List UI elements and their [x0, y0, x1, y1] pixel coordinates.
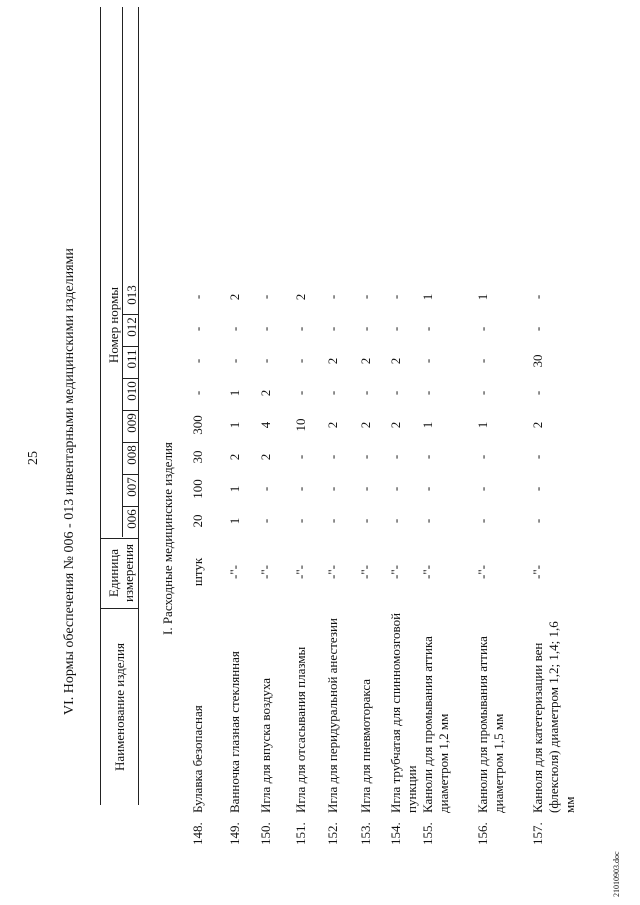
row-value: -	[190, 358, 205, 364]
row-value: -	[293, 454, 308, 460]
row-value: 2	[325, 421, 340, 429]
row-value: -	[475, 358, 490, 364]
row-value: -	[293, 390, 308, 396]
row-value: -	[227, 358, 242, 364]
row-item-name: Игла для отсасывания плазмы	[293, 646, 308, 813]
row-item-name: Игла для перидуральной анестезии	[325, 618, 340, 813]
row-value: -	[293, 358, 308, 364]
row-unit: -"-	[530, 565, 545, 579]
row-number: 148.	[190, 822, 205, 845]
row-number: 151.	[293, 822, 308, 845]
row-value: 1	[475, 421, 490, 429]
section-title: I. Расходные медицинские изделия	[160, 442, 175, 635]
row-value: -	[358, 454, 373, 460]
row-value: -	[388, 390, 403, 396]
row-value: -	[530, 326, 545, 332]
row-value: 4	[258, 421, 273, 429]
row-item-name: Канюли для промывания аттика диаметром 1,2 мм	[420, 636, 451, 813]
row-value: -	[325, 294, 340, 300]
row-value: -	[358, 486, 373, 492]
header-unit: Единица измерения	[106, 543, 136, 603]
row-value: -	[358, 326, 373, 332]
row-value: 1	[420, 421, 435, 429]
row-value: 1	[227, 389, 242, 397]
row-value: 2	[388, 357, 403, 365]
row-number: 157.	[530, 822, 545, 845]
row-value: 2	[388, 421, 403, 429]
row-number: 155.	[420, 822, 435, 845]
row-value: -	[293, 486, 308, 492]
row-value: -	[388, 454, 403, 460]
row-item-name: Канюли для промывания аттика диаметром 1,5 мм	[475, 636, 506, 813]
row-item-name: Игла для пневмоторакса	[358, 678, 373, 813]
row-unit: -"-	[358, 565, 373, 579]
row-value: -	[358, 294, 373, 300]
row-value: -	[190, 294, 205, 300]
footer-filename: 21010903.doc	[612, 851, 621, 897]
page-number: 25	[26, 451, 41, 465]
row-value: -	[293, 518, 308, 524]
row-value: 2	[530, 421, 545, 429]
row-value: 2	[258, 389, 273, 397]
page-title: VI. Нормы обеспечения № 006 - 013 инвентарными медицинскими изделиями	[62, 248, 77, 715]
row-number: 150.	[258, 822, 273, 845]
row-unit: -"-	[293, 565, 308, 579]
row-number: 149.	[227, 822, 242, 845]
row-value: -	[420, 358, 435, 364]
row-unit: -"-	[475, 565, 490, 579]
row-value: -	[388, 294, 403, 300]
row-value: -	[190, 326, 205, 332]
row-value: -	[258, 326, 273, 332]
row-value: 30	[530, 354, 545, 368]
row-value: 2	[258, 453, 273, 461]
row-unit: штук	[190, 557, 205, 587]
row-item-name: Игла для впуска воздуха	[258, 677, 273, 813]
header-norm-code: 010	[124, 381, 139, 401]
row-value: -	[475, 326, 490, 332]
row-unit: -"-	[258, 565, 273, 579]
row-value: -	[325, 390, 340, 396]
row-number: 156.	[475, 822, 490, 845]
row-value: 1	[227, 485, 242, 493]
row-value: -	[258, 358, 273, 364]
row-value: -	[358, 390, 373, 396]
row-number: 152.	[325, 822, 340, 845]
row-value: 1	[227, 517, 242, 525]
row-value: -	[420, 326, 435, 332]
row-item-name: Канюля для катетеризации вен (флексюля) диаметром 1,2; 1,4; 1,6 мм	[530, 621, 577, 813]
row-value: -	[530, 454, 545, 460]
row-unit: -"-	[325, 565, 340, 579]
row-value: 1	[420, 293, 435, 301]
row-value: 2	[358, 357, 373, 365]
row-value: -	[530, 518, 545, 524]
row-value: -	[190, 390, 205, 396]
row-value: -	[258, 486, 273, 492]
row-value: 2	[227, 293, 242, 301]
row-value: -	[258, 294, 273, 300]
row-value: -	[530, 486, 545, 492]
row-value: 2	[293, 293, 308, 301]
row-value: 2	[227, 453, 242, 461]
row-unit: -"-	[388, 565, 403, 579]
row-value: 100	[190, 479, 205, 499]
header-item-name: Наименование изделия	[112, 643, 127, 771]
row-item-name: Игла трубчатая для спинномозговой пункции	[388, 612, 419, 813]
row-item-name: Ванночка глазная стеклянная	[227, 651, 242, 813]
header-norm-code: 013	[124, 285, 139, 305]
header-norm-code: 006	[124, 509, 139, 529]
row-value: 10	[293, 418, 308, 432]
row-value: -	[388, 518, 403, 524]
row-value: -	[420, 390, 435, 396]
row-number: 153.	[358, 822, 373, 845]
row-value: -	[420, 518, 435, 524]
row-value: -	[325, 326, 340, 332]
row-value: -	[475, 454, 490, 460]
row-value: 300	[190, 415, 205, 435]
row-value: 20	[190, 514, 205, 528]
row-value: -	[325, 454, 340, 460]
header-norm-code: 008	[124, 445, 139, 465]
row-value: -	[475, 486, 490, 492]
row-value: 30	[190, 450, 205, 464]
norm-group-rule	[122, 7, 123, 537]
row-unit: -"-	[227, 565, 242, 579]
row-value: 2	[325, 357, 340, 365]
header-norm-code: 012	[124, 317, 139, 337]
header-norm-code: 007	[124, 477, 139, 497]
row-value: -	[388, 326, 403, 332]
row-value: -	[227, 326, 242, 332]
row-value: -	[530, 294, 545, 300]
row-value: 1	[227, 421, 242, 429]
row-value: 1	[475, 293, 490, 301]
row-value: 2	[358, 421, 373, 429]
row-value: -	[325, 486, 340, 492]
header-norm-code: 011	[124, 349, 139, 369]
row-value: -	[530, 390, 545, 396]
row-number: 154.	[388, 822, 403, 845]
header-norm-code: 009	[124, 413, 139, 433]
row-value: -	[420, 454, 435, 460]
row-value: -	[475, 518, 490, 524]
header-top-rule	[100, 7, 101, 805]
row-item-name: Булавка безопасная	[190, 705, 205, 813]
row-value: -	[388, 486, 403, 492]
header-norm-number: Номер нормы	[106, 286, 121, 364]
row-value: -	[258, 518, 273, 524]
row-value: -	[475, 390, 490, 396]
row-value: -	[293, 326, 308, 332]
row-value: -	[358, 518, 373, 524]
row-value: -	[325, 518, 340, 524]
row-value: -	[420, 486, 435, 492]
row-unit: -"-	[420, 565, 435, 579]
